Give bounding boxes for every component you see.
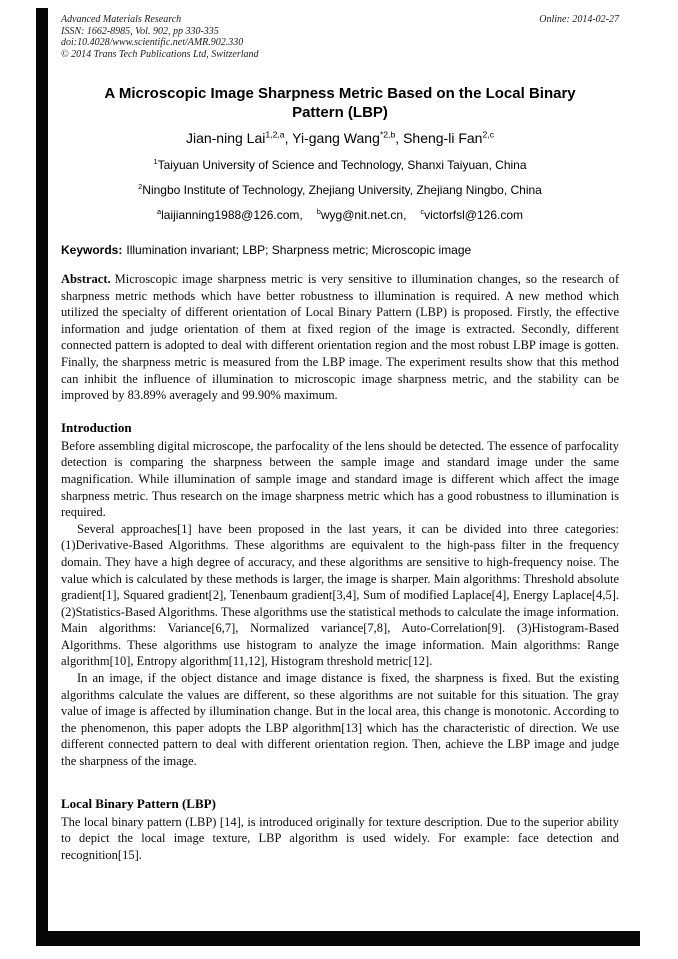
affiliation-2-superscript: 2 [138, 182, 143, 191]
affiliation-2-text: Ningbo Institute of Technology, Zhejiang University, Zhejiang Ningbo, China [142, 183, 542, 197]
affiliation-1 [61, 158, 619, 172]
email-3-text: victorfsl@126.com [424, 208, 524, 222]
page-content [61, 14, 619, 863]
journal-name: Advanced Materials Research [61, 14, 182, 25]
author-separator: , [395, 130, 404, 146]
introduction-paragraph-2: Several approaches[1] have been proposed in the last years, it can be divided into three categories: (1)Derivative-Based Algorithms. These algorithms are equivalent to the high-pass filter in the frequency domain. They have a high degree of accuracy, and these algorithms are sensitive to high-frequency noise. The value which is calculated by these methods is larger, the image is sharper. Main algorithms: Threshold absolute gradient[1], Squared gradient[2], Tenenbaum gradient[3,4], Sum of modified Laplace[4], Energy Laplace[4,5]. (2)Statistics-Based Algorithms. These algorithms use the statistical methods to calculate the image information. Main algorithms: Variance[6,7], Normalized variance[7,8], Auto-Correlation[9]. (3)Histogram-Based Algorithms. These algorithms use histogram to analyze the image information. Main algorithms: Range algorithm[10], Entropy algorithm[11,12], Histogram threshold metric[12]. [61, 521, 619, 669]
section-heading-introduction: Introduction [61, 419, 132, 435]
author-1-superscript: 1,2,a [265, 129, 285, 140]
keywords-line [61, 243, 619, 258]
keywords-text: Illumination invariant; LBP; Sharpness metric; Microscopic image [126, 243, 472, 257]
author-line [61, 129, 619, 147]
journal-issn-volume: ISSN: 1662-8985, Vol. 902, pp 330-335 [61, 25, 219, 37]
affiliation-1-text: Taiyuan University of Science and Technology, Shanxi Taiyuan, China [157, 158, 527, 172]
email-2 [317, 208, 407, 222]
affiliation-1-superscript: 1 [153, 157, 158, 166]
scan-edge-bottom [36, 931, 640, 946]
author-3: Sheng-li Fan [403, 130, 483, 146]
email-2-superscript: b [316, 207, 321, 216]
journal-doi: doi:10.4028/www.scientific.net/AMR.902.330 [61, 37, 244, 48]
journal-copyright: © 2014 Trans Tech Publications Ltd, Switzerland [61, 48, 259, 60]
email-3-superscript: c [420, 207, 425, 216]
affiliation-2 [61, 183, 619, 197]
section-heading-lbp: Local Binary Pattern (LBP) [61, 795, 216, 811]
lbp-paragraph-1: The local binary pattern (LBP) [14], is introduced originally for texture description. Due to the superior ability to depict the local image texture, LBP algorithm is used widely. For example: face detection and recognition[15]. [61, 814, 619, 862]
scan-edge-left [36, 8, 48, 946]
email-1 [157, 208, 303, 222]
abstract-label: Abstract. [61, 272, 111, 286]
email-line [61, 208, 619, 222]
email-1-text: laijianning1988@126.com, [161, 208, 303, 222]
journal-header [61, 14, 619, 60]
introduction-paragraph-1: Before assembling digital microscope, the parfocality of the lens should be detected. The essence of parfocality detection is comparing the sharpness between the sample image and standard image under the same magnification. While illumination of sample image and standard image is different which affect the image sharpness metric. Thus research on the image sharpness metric which has a good robustness to illumination is required. [61, 438, 619, 520]
author-separator: , [284, 130, 293, 146]
author-2-superscript: *2,b [379, 129, 396, 140]
keywords-label: Keywords: [61, 243, 123, 257]
email-3 [420, 208, 523, 222]
online-date: Online: 2014-02-27 [539, 14, 619, 25]
introduction-paragraph-3: In an image, if the object distance and image distance is fixed, the sharpness is fixed. But the existing algorithms calculate the values are different, so these algorithms are not suitable for this situation. The gray value of image is affected by illumination change. But in the local area, this change is monotonic. According to the phenomenon, this paper adopts the LBP algorithm[13] which has the characteristic of direction. We use different connected pattern to deal with different orientation region. Then, achieve the LBP image and judge the sharpness of the image. [61, 671, 619, 769]
email-2-text: wyg@nit.net.cn, [320, 208, 407, 222]
abstract [61, 271, 619, 404]
paper-title: A Microscopic Image Sharpness Metric Based on the Local Binary Pattern (LBP) [104, 85, 576, 121]
abstract-text: Microscopic image sharpness metric is very sensitive to illumination changes, so the research of sharpness metric methods which have better robustness to illumination is required. A new method which utilized the specialty of different orientation of Local Binary Pattern (LBP) is proposed. Firstly, the effective information and judge orientation of them at fixed region of the image is extracted. Secondly, different connected pattern is adopted to deal with different orientation region and the most robust LBP image is gotten. Finally, the sharpness metric is measured from the LBP image. The experiment results show that this method can inhibit the influence of illumination to microscopic image sharpness metric, and the stability can be improved by 83.89% averagely and 99.90% maximum. [61, 272, 619, 403]
email-1-superscript: a [156, 207, 162, 216]
author-3-superscript: 2,c [482, 129, 495, 140]
author-2: Yi-gang Wang [292, 130, 380, 146]
author-1: Jian-ning Lai [185, 130, 266, 146]
